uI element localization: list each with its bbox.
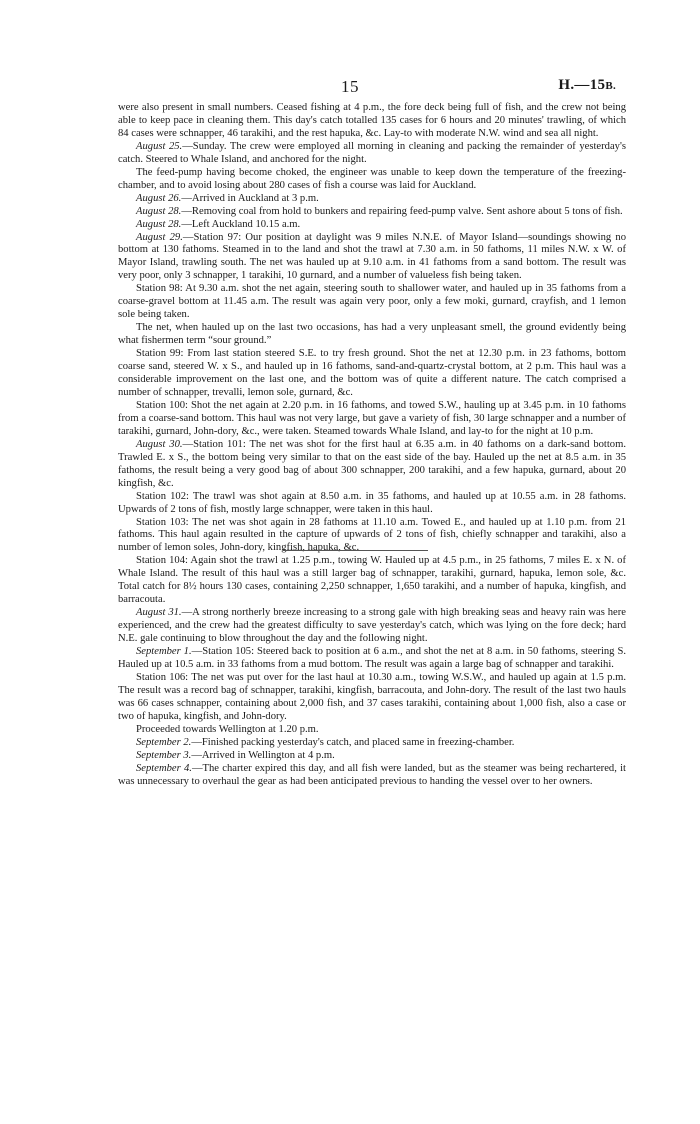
paragraph-text: Station 99: From last station steered S.E. to try fresh ground. Shot the net at 12.30 p.m. in 23 fathoms, bottom coarse sand, steered W. x S., and hauled up in 16 fathoms, sand-and-quartz-crystal bottom, at 2 p.m. This haul was a considerable improvement on the last one, and the bottom was of quite a different nature. The catch comprised a number of schnapper, trevalli, lemon sole, gurnard, &c. (118, 348, 626, 398)
paragraph-text: The net, when hauled up on the last two occasions, has had a very unpleasant smell, the ground evidently being what fishermen term “sour ground.” (118, 322, 626, 347)
paragraph (118, 400, 626, 439)
paragraph (118, 750, 626, 763)
paragraph-text: —Removing coal from hold to bunkers and repairing feed-pump valve. Sent ashore about 5 tons of fish. (181, 205, 623, 217)
paragraph (118, 607, 626, 646)
paragraph (118, 141, 626, 167)
paragraph (118, 232, 626, 284)
entry-date: August 28. (136, 205, 182, 217)
paragraph-text: —The charter expired this day, and all fish were landed, but as the steamer was being rechartered, it was unnecessary to overhaul the gear as had been anticipated previous to handing the vessel over to her owners. (118, 762, 626, 787)
paragraph (118, 206, 626, 219)
entry-date: September 3. (136, 749, 192, 761)
paragraph (118, 439, 626, 491)
paragraph (118, 322, 626, 348)
paragraph-text: —Arrived in Auckland at 3 p.m. (181, 192, 319, 204)
page-number: 15 (341, 77, 359, 96)
paragraph-text: —A strong northerly breeze increasing to a strong gale with high breaking seas and heavy rain was here experienced, and the crew had the greatest difficulty to save yesterday's catch, which was lying on the fore deck; hard N.E. gale continuing to blow throughout the day and the following night. (118, 607, 626, 645)
paragraph-text: —Left Auckland 10.15 a.m. (181, 218, 301, 230)
paragraph-text: The feed-pump having become choked, the engineer was unable to keep down the temperature of the freezing-chamber, and to avoid losing about 280 cases of fish a course was laid for Auckland. (118, 166, 626, 191)
paragraph-text: were also present in small numbers. Ceased fishing at 4 p.m., the fore deck being full of fish, and the crew not being able to keep pace in cleaning them. This day's catch totalled 135 cases for 6 hours and 20 minutes' trawling, of which 84 cases were schnapper, 46 tarakihi, and the rest hapuka, &c. Lay-to with moderate N.W. wind and sea all night. (118, 102, 626, 139)
paragraph (118, 737, 626, 750)
paragraph-text: —Station 101: The net was shot for the first haul at 6.35 a.m. in 40 fathoms on a dark-sand bottom. Trawled E. x S., the bottom being very similar to that on the east side of the bay. Hauled up the net at 8.5 a.m. in 35 fathoms, the result being a very good bag of about 300 schnapper, 200 tarakihi, and a few hapuka, gurnard, about 20 kingfish, &c. (118, 438, 626, 489)
paragraph (118, 193, 626, 206)
paragraph (118, 219, 626, 232)
document-reference-suffix: B. (605, 80, 616, 92)
section-divider (283, 550, 428, 551)
paragraph (118, 646, 626, 672)
paragraph (118, 491, 626, 517)
paragraph-text: —Finished packing yesterday's catch, and placed same in freezing-chamber. (191, 736, 515, 748)
document-reference (558, 77, 616, 94)
entry-date: September 4. (136, 762, 192, 774)
paragraph-text: —Station 105: Steered back to position at 6 a.m., and shot the net at 8 a.m. in 50 fathoms, steering S. Hauled up at 10.5 a.m. in 33 fathoms from a mud bottom. The result was again a large bag of schnapper and tarakihi. (118, 646, 626, 670)
paragraph-text: Station 102: The trawl was shot again at 8.50 a.m. in 35 fathoms, and hauled up at 10.55 a.m. in 28 fathoms. Upwards of 2 tons of fish, mostly large schnapper, were taken in this haul. (118, 490, 626, 515)
paragraph-text: Proceeded towards Wellington at 1.20 p.m. (136, 723, 319, 735)
paragraph-text: Station 98: At 9.30 a.m. shot the net again, steering south to shallower water, and hauled up in 35 fathoms from a coarse-gravel bottom at 11.45 a.m. The result was again very poor, only a few moki, gurnard, crayfish, and 1 lemon sole being taken. (118, 283, 626, 321)
paragraph-text: —Arrived in Wellington at 4 p.m. (191, 749, 335, 761)
paragraph (118, 763, 626, 789)
paragraph (118, 283, 626, 322)
paragraph (118, 555, 626, 607)
entry-date: August 30. (136, 438, 183, 450)
paragraph (118, 167, 626, 193)
entry-date: August 25. (136, 140, 183, 152)
entry-date: September 2. (136, 736, 192, 748)
paragraph (118, 348, 626, 400)
paragraph (118, 102, 626, 141)
document-reference-main: H.—15 (558, 77, 606, 93)
paragraph (118, 724, 626, 737)
paragraph-text: —Sunday. The crew were employed all morning in cleaning and packing the remainder of yesterday's catch. Steered to Whale Island, and anchored for the night. (118, 140, 626, 165)
entry-date: August 31. (136, 607, 182, 619)
paragraph (118, 672, 626, 724)
entry-date: August 26. (136, 192, 182, 204)
report-body (118, 102, 626, 789)
entry-date: September 1. (136, 646, 192, 658)
paragraph-text: Station 104: Again shot the trawl at 1.25 p.m., towing W. Hauled up at 4.5 p.m., in 25 fathoms, 7 miles E. x N. of Whale Island. The result of this haul was a still larger bag of schnapper, tarakihi, gurnard, hapuka, lemon sole, &c. Total catch for 8½ hours 130 cases, containing 2,250 schnapper, 1,650 tarakihi, and a number of hapuka, kingfish, and barracouta. (118, 555, 626, 606)
paragraph-text: Station 100: Shot the net again at 2.20 p.m. in 16 fathoms, and towed S.W., hauling up at 3.45 p.m. in 10 fathoms from a coarse-sand bottom. This haul was not very large, but gave a variety of fish, 30 large schnapper and a number of tarakihi, gurnard, John-dory, &c., were taken. Steamed towards Whale Island, and lay-to for the night at 10 p.m. (118, 399, 626, 437)
paragraph-text: Station 103: The net was shot again in 28 fathoms at 11.10 a.m. Towed E., and hauled up at 1.10 p.m. from 21 fathoms. This haul again resulted in the capture of upwards of 2 tons of fish, chiefly schnapper and tarakihi, also a number of lemon soles, John-dory, kingfish, hapuka, &c. (118, 516, 626, 554)
paragraph-text: Station 106: The net was put over for the last haul at 10.30 a.m., towing W.S.W., and hauled up again at 1.5 p.m. The result was a record bag of schnapper, tarakihi, kingfish, barracouta, and John-dory. The result of the last two hauls was 66 cases schnapper, containing about 2,000 fish, and 37 cases tarakihi, containing about 1,000 fish, also a case or two of hapuka, kingfish, and John-dory. (118, 671, 626, 722)
entry-date: August 29. (136, 231, 183, 243)
entry-date: August 28. (136, 218, 182, 230)
paragraph-text: —Station 97: Our position at daylight was 9 miles N.N.E. of Mayor Island—soundings showing no bottom at 130 fathoms. Steamed in to the land and shot the trawl at 7.30 a.m. in 50 fathoms, 11 miles N.W. x W. of Mayor Island, trawling south. The net was hauled up at 9.10 a.m. in 41 fathoms from a sand bottom. The result was very poor, only 3 schnapper, 1 tarakihi, 10 gurnard, and a number of valueless fish being taken. (118, 231, 626, 282)
